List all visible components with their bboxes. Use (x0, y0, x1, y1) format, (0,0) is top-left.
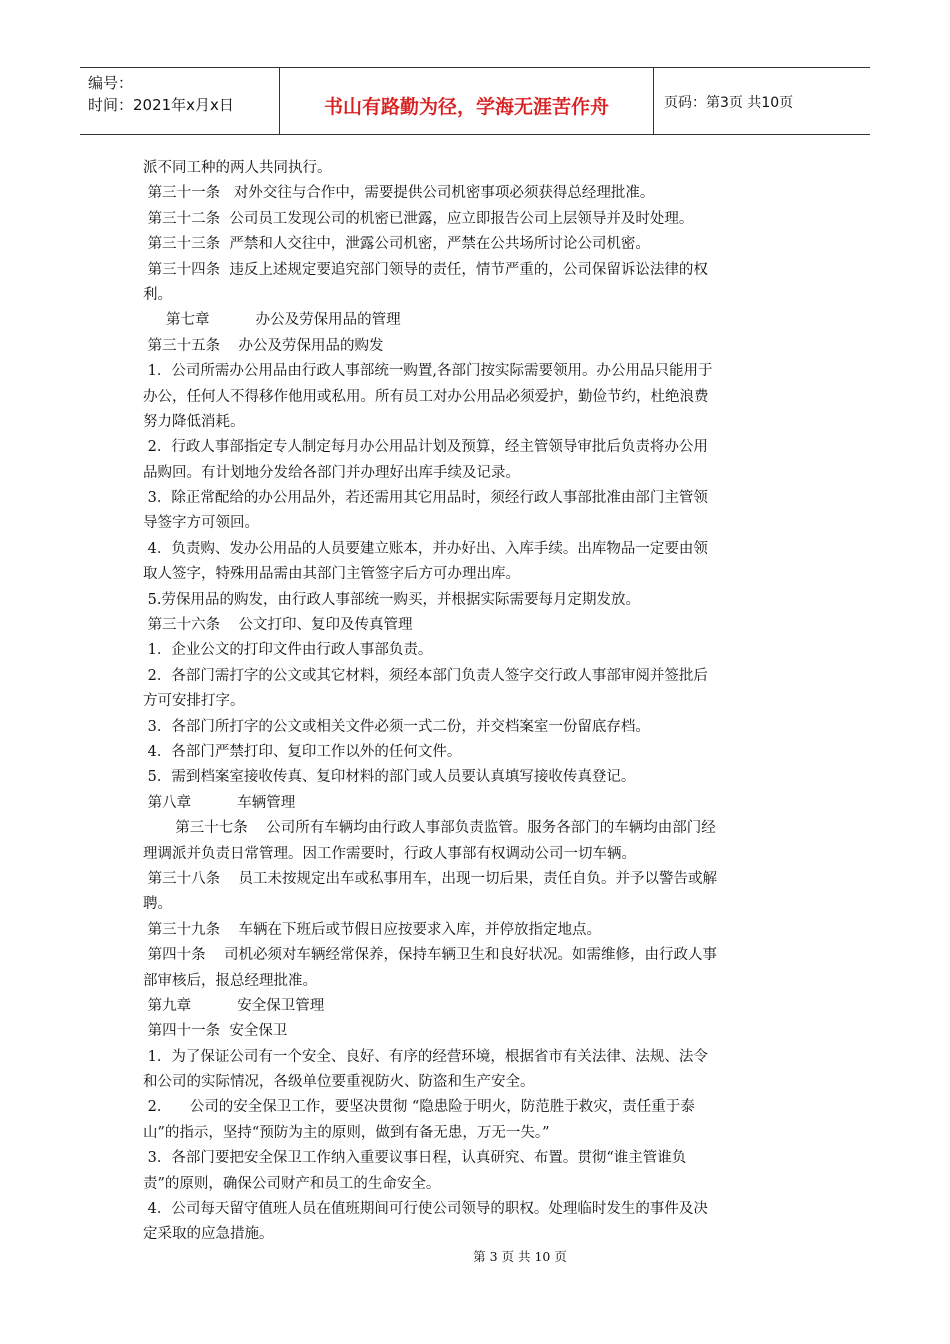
body-line: 定采取的应急措施。 (143, 1226, 274, 1243)
body-line: 3．除正常配给的办公用品外，若还需用其它用品时，须经行政人事部批准由部门主管领 (143, 490, 708, 507)
body-line: 第三十八条 员工未按规定出车或私事用车，出现一切后果，责任自负。并予以警告或解 (143, 870, 718, 887)
body-line: 第三十五条 办公及劳保用品的购发 (143, 337, 384, 354)
body-line: 2．行政人事部指定专人制定每月办公用品计划及预算，经主管领导审批后负责将办公用 (143, 439, 708, 456)
body-line: 和公司的实际情况，各级单位要重视防火、防盗和生产安全。 (143, 1074, 535, 1091)
body-line: 1．公司所需办公用品由行政人事部统一购置,各部门按实际需要领用。办公用品只能用于 (143, 363, 713, 380)
body-line: 第七章 办公及劳保用品的管理 (143, 312, 401, 329)
body-line: 第三十六条 公文打印、复印及传真管理 (143, 617, 413, 634)
body-line: 第四十一条 安全保卫 (143, 1023, 288, 1040)
date-label: 时间：2021年x月x日 (88, 96, 234, 114)
header-motto: 书山有路勤为径，学海无涯苦作舟 (280, 68, 654, 134)
body-line: 第三十三条 严禁和人交往中，泄露公司机密，严禁在公共场所讨论公司机密。 (143, 236, 650, 253)
body-line: 2．各部门需打字的公文或其它材料，须经本部门负责人签字交行政人事部审阅并签批后 (143, 667, 708, 684)
body-line: 第九章 安全保卫管理 (143, 997, 325, 1014)
document-body (143, 156, 823, 1248)
body-line: 责”的原则，确保公司财产和员工的生命安全。 (143, 1175, 441, 1192)
page-footer: 第 3 页 共 10 页 (473, 1249, 567, 1264)
body-line: 品购回。有计划地分发给各部门并办理好出库手续及记录。 (143, 464, 520, 481)
body-line: 4．各部门严禁打印、复印工作以外的任何文件。 (143, 743, 462, 760)
body-line: 第三十九条 车辆在下班后或节假日应按要求入库，并停放指定地点。 (143, 921, 602, 938)
page-header (80, 67, 870, 135)
body-line: 第三十一条 对外交往与合作中，需要提供公司机密事项必须获得总经理批准。 (143, 185, 655, 202)
body-line: 利。 (143, 286, 172, 303)
body-line: 4．公司每天留守值班人员在值班期间可行使公司领导的职权。处理临时发生的事件及决 (143, 1201, 708, 1218)
body-line: 导签字方可领回。 (143, 515, 259, 532)
body-line: 派不同工种的两人共同执行。 (143, 160, 332, 176)
body-line: 部审核后，报总经理批准。 (143, 972, 317, 989)
body-line: 第八章 车辆管理 (143, 794, 296, 811)
body-line: 第三十七条 公司所有车辆均由行政人事部负责监管。服务各部门的车辆均由部门经 (143, 820, 716, 837)
body-line: 3．各部门所打字的公文或相关文件必须一式二份，并交档案室一份留底存档。 (143, 718, 650, 735)
body-line: 2． 公司的安全保卫工作，要坚决贯彻 “隐患险于明火，防范胜于救灾，责任重于泰 (143, 1099, 695, 1116)
body-line: 取人签字，特殊用品需由其部门主管签字后方可办理出库。 (143, 566, 520, 583)
body-line: 聘。 (143, 896, 172, 913)
body-line: 4．负责购、发办公用品的人员要建立账本，并办好出、入库手续。出库物品一定要由领 (143, 540, 708, 557)
body-line: 1．企业公文的打印文件由行政人事部负责。 (143, 642, 433, 659)
body-line: 5．需到档案室接收传真、复印材料的部门或人员要认真填写接收传真登记。 (143, 769, 636, 786)
body-line: 第三十四条 违反上述规定要追究部门领导的责任，情节严重的，公司保留诉讼法律的权 (143, 261, 708, 278)
body-line: 1．为了保证公司有一个安全、良好、有序的经营环境，根据省市有关法律、法规、法令 (143, 1048, 708, 1065)
body-line: 方可安排打字。 (143, 693, 245, 710)
body-line: 办公，任何人不得移作他用或私用。所有员工对办公用品必须爱护，勤俭节约，杜绝浪费 (143, 388, 709, 405)
body-line: 3．各部门要把安全保卫工作纳入重要议事日程，认真研究、布置。贯彻“谁主管谁负 (143, 1150, 687, 1167)
body-line: 努力降低消耗。 (143, 413, 245, 430)
header-meta (80, 68, 280, 134)
body-line: 理调派并负责日常管理。因工作需要时，行政人事部有权调动公司一切车辆。 (143, 845, 636, 862)
body-line: 山”的指示，坚持“预防为主的原则，做到有备无患，万无一失。” (143, 1124, 550, 1141)
serial-label: 编号： (88, 74, 134, 92)
body-line: 5.劳保用品的购发，由行政人事部统一购买，并根据实际需要每月定期发放。 (143, 591, 640, 608)
body-line: 第四十条 司机必须对车辆经常保养，保持车辆卫生和良好状况。如需维修，由行政人事 (143, 947, 718, 964)
body-line: 第三十二条 公司员工发现公司的机密已泄露，应立即报告公司上层领导并及时处理。 (143, 210, 694, 227)
header-page-info: 页码：第3页 共10页 (664, 95, 794, 111)
